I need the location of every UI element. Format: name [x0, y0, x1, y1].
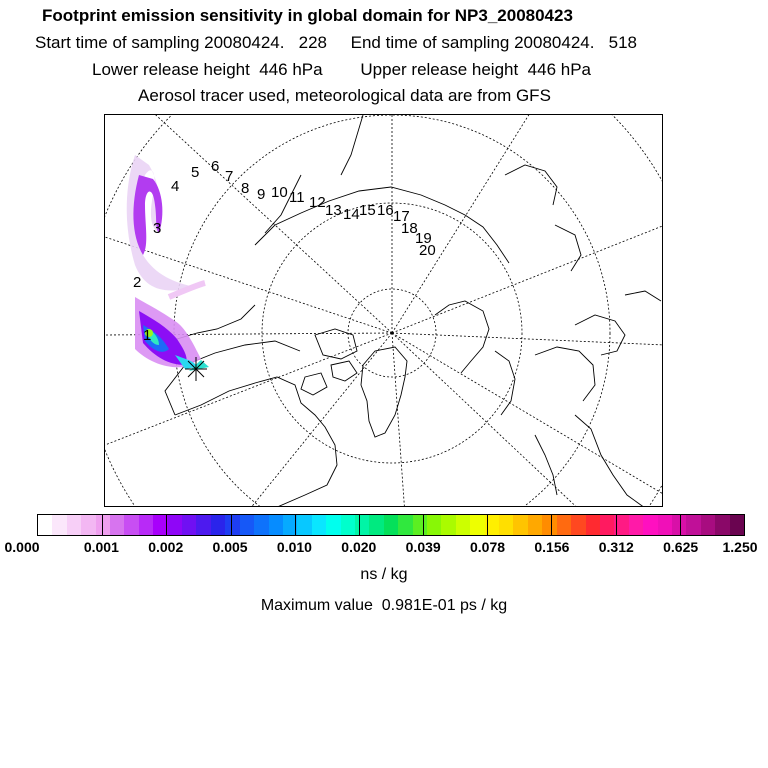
colorbar-divider: [102, 515, 103, 535]
colorbar-swatch: [341, 515, 355, 535]
trajectory-label-20: 20: [419, 242, 436, 259]
trajectory-label-7: 7: [225, 168, 234, 185]
colorbar-swatch: [658, 515, 672, 535]
colorbar-swatch: [456, 515, 470, 535]
colorbar-swatch: [52, 515, 67, 535]
colorbar-swatch: [139, 515, 153, 535]
colorbar-swatch: [398, 515, 413, 535]
colorbar-swatch: [701, 515, 715, 535]
trajectory-label-15: 15: [359, 202, 376, 219]
trajectory-label-10: 10: [271, 184, 288, 201]
trajectory-label-1: 1: [143, 327, 152, 344]
colorbar-swatch: [413, 515, 427, 535]
trajectory-label-18: 18: [401, 220, 418, 237]
colorbar-unit: ns / kg: [360, 566, 408, 583]
latitude-circles: [105, 115, 663, 507]
map-canvas: [105, 115, 663, 507]
colorbar-divider: [231, 515, 232, 535]
sampling-time-line: Start time of sampling 20080424. 228 End time of sampling 20080424. 518: [35, 33, 637, 52]
colorbar-swatch: [715, 515, 730, 535]
colorbar: [37, 514, 745, 536]
trajectory-label-2: 2: [133, 274, 142, 291]
colorbar-swatch: [81, 515, 96, 535]
colorbar-swatch: [513, 515, 528, 535]
colorbar-swatch: [67, 515, 81, 535]
tracer-info-line: Aerosol tracer used, meteorological data are from GFS: [138, 86, 551, 105]
trajectory-label-5: 5: [191, 164, 200, 181]
colorbar-divider: [359, 515, 360, 535]
trajectory-label-16: 16: [377, 202, 394, 219]
polar-map: [104, 114, 663, 507]
colorbar-swatch: [254, 515, 269, 535]
colorbar-tick-label: 0.020: [341, 539, 377, 555]
colorbar-swatch: [312, 515, 326, 535]
colorbar-swatch: [557, 515, 571, 535]
colorbar-tick-label: 0.625: [663, 539, 699, 555]
colorbar-tick-label: 0.312: [598, 539, 634, 555]
colorbar-swatch: [240, 515, 254, 535]
colorbar-swatch: [441, 515, 456, 535]
colorbar-divider: [423, 515, 424, 535]
colorbar-tick-label: 0.156: [534, 539, 570, 555]
colorbar-swatch: [225, 515, 240, 535]
maximum-value: Maximum value 0.981E-01 ps / kg: [260, 597, 508, 614]
colorbar-swatch: [211, 515, 225, 535]
colorbar-divider: [487, 515, 488, 535]
colorbar-swatch: [427, 515, 441, 535]
colorbar-swatch: [528, 515, 542, 535]
colorbar-swatch: [355, 515, 369, 535]
trajectory-label-8: 8: [241, 180, 250, 197]
colorbar-swatch: [182, 515, 196, 535]
colorbar-swatch: [470, 515, 485, 535]
colorbar-swatch: [326, 515, 341, 535]
meridian-lines: [105, 115, 663, 507]
trajectory-label-17: 17: [393, 208, 410, 225]
colorbar-tick-label: 0.005: [212, 539, 248, 555]
colorbar-tick-label: 0.001: [83, 539, 119, 555]
colorbar-swatch: [124, 515, 139, 535]
colorbar-divider: [680, 515, 681, 535]
colorbar-tick-label: 0.010: [276, 539, 312, 555]
colorbar-swatch: [730, 515, 744, 535]
colorbar-swatch: [499, 515, 513, 535]
colorbar-swatch: [168, 515, 182, 535]
trajectory-label-12: 12: [309, 194, 326, 211]
colorbar-swatch: [686, 515, 701, 535]
colorbar-swatch: [38, 515, 52, 535]
colorbar-tick-label: 1.250: [722, 539, 758, 555]
figure-title: Footprint emission sensitivity in global domain for NP3_20080423: [42, 6, 573, 25]
colorbar-divider: [616, 515, 617, 535]
colorbar-swatch: [110, 515, 124, 535]
colorbar-swatch: [196, 515, 211, 535]
colorbar-tick-label: 0.078: [470, 539, 506, 555]
colorbar-swatch: [672, 515, 686, 535]
trajectory-label-3: 3: [153, 220, 162, 237]
colorbar-divider: [551, 515, 552, 535]
trajectory-label-9: 9: [257, 186, 266, 203]
trajectory-label-11: 11: [289, 189, 305, 206]
colorbar-swatch: [297, 515, 312, 535]
trajectory-label-13: 13: [325, 202, 342, 219]
colorbar-swatch: [542, 515, 557, 535]
colorbar-swatch: [586, 515, 600, 535]
trajectory-label-4: 4: [171, 178, 180, 195]
trajectory-label-19: 19: [415, 230, 432, 247]
colorbar-tick-label: 0.039: [405, 539, 441, 555]
trajectory-labels: [133, 158, 436, 344]
colorbar-swatch: [96, 515, 110, 535]
colorbar-divider: [166, 515, 167, 535]
colorbar-swatch: [269, 515, 283, 535]
colorbar-swatch: [571, 515, 586, 535]
colorbar-swatch: [643, 515, 658, 535]
trajectory-label-14: 14: [343, 206, 360, 223]
colorbar-swatch: [369, 515, 384, 535]
colorbar-tick-label: 0.000: [4, 539, 40, 555]
colorbar-tick-label: 0.002: [148, 539, 184, 555]
colorbar-swatch: [384, 515, 398, 535]
colorbar-swatch: [600, 515, 614, 535]
emission-plume: [127, 155, 209, 371]
release-height-line: Lower release height 446 hPa Upper release height 446 hPa: [92, 60, 591, 79]
trajectory-label-6: 6: [211, 158, 220, 175]
colorbar-swatch: [629, 515, 643, 535]
colorbar-divider: [295, 515, 296, 535]
